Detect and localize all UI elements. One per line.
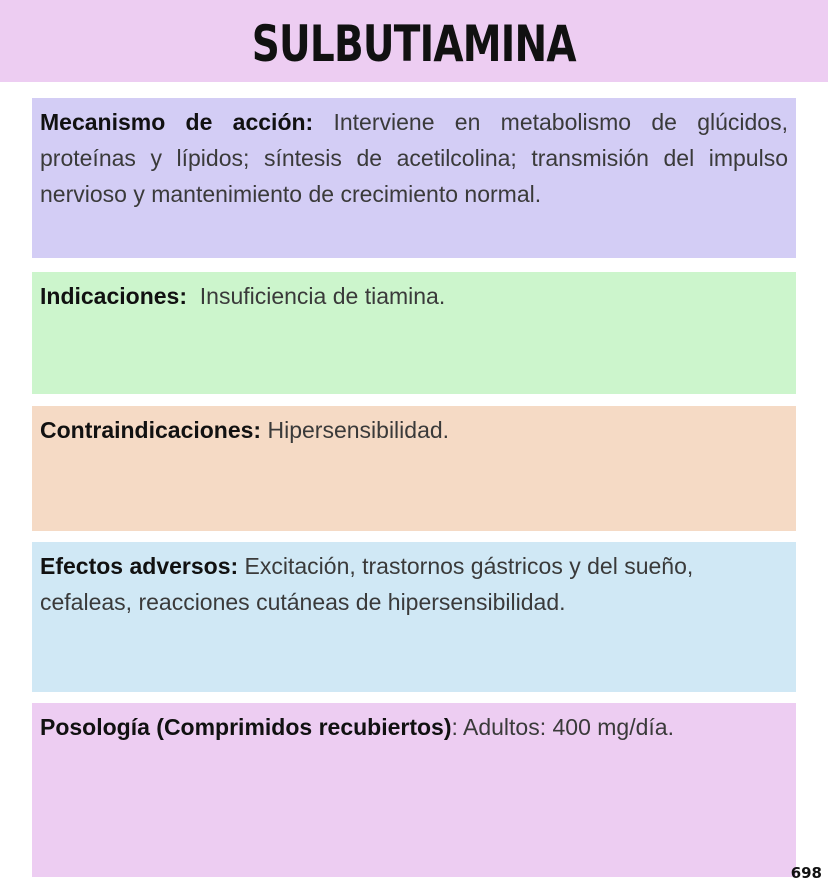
- page-number: 698: [790, 864, 822, 882]
- section-posologia: [32, 703, 796, 877]
- section-label: Efectos adversos:: [40, 553, 239, 579]
- section-text: Excitación, trastornos gástricos y del sueño, cefaleas, reacciones cutáneas de hipersensibilidad.: [40, 553, 694, 615]
- section-text: Hipersensibilidad.: [261, 417, 450, 443]
- section-efectos-adversos: [32, 542, 796, 692]
- section-label: Posología (Comprimidos recubiertos): [40, 714, 452, 740]
- section-mecanismo: [32, 98, 796, 258]
- section-label: Indicaciones:: [40, 283, 187, 309]
- page-title: SULBUTIAMINA: [251, 15, 577, 73]
- section-indicaciones: [32, 272, 796, 394]
- section-label: Contraindicaciones:: [40, 417, 262, 443]
- section-label: Mecanismo de acción:: [40, 109, 314, 135]
- section-text: : Adultos: 400 mg/día.: [451, 714, 674, 740]
- section-contraindicaciones: [32, 406, 796, 531]
- section-text: Interviene en metabolismo de glúcidos, proteínas y lípidos; síntesis de acetilcolina; transmisión del impulso nervioso y mantenimiento de crecimiento normal.: [40, 109, 788, 207]
- title-banner: [0, 0, 828, 82]
- section-text: Insuficiencia de tiamina.: [186, 283, 446, 309]
